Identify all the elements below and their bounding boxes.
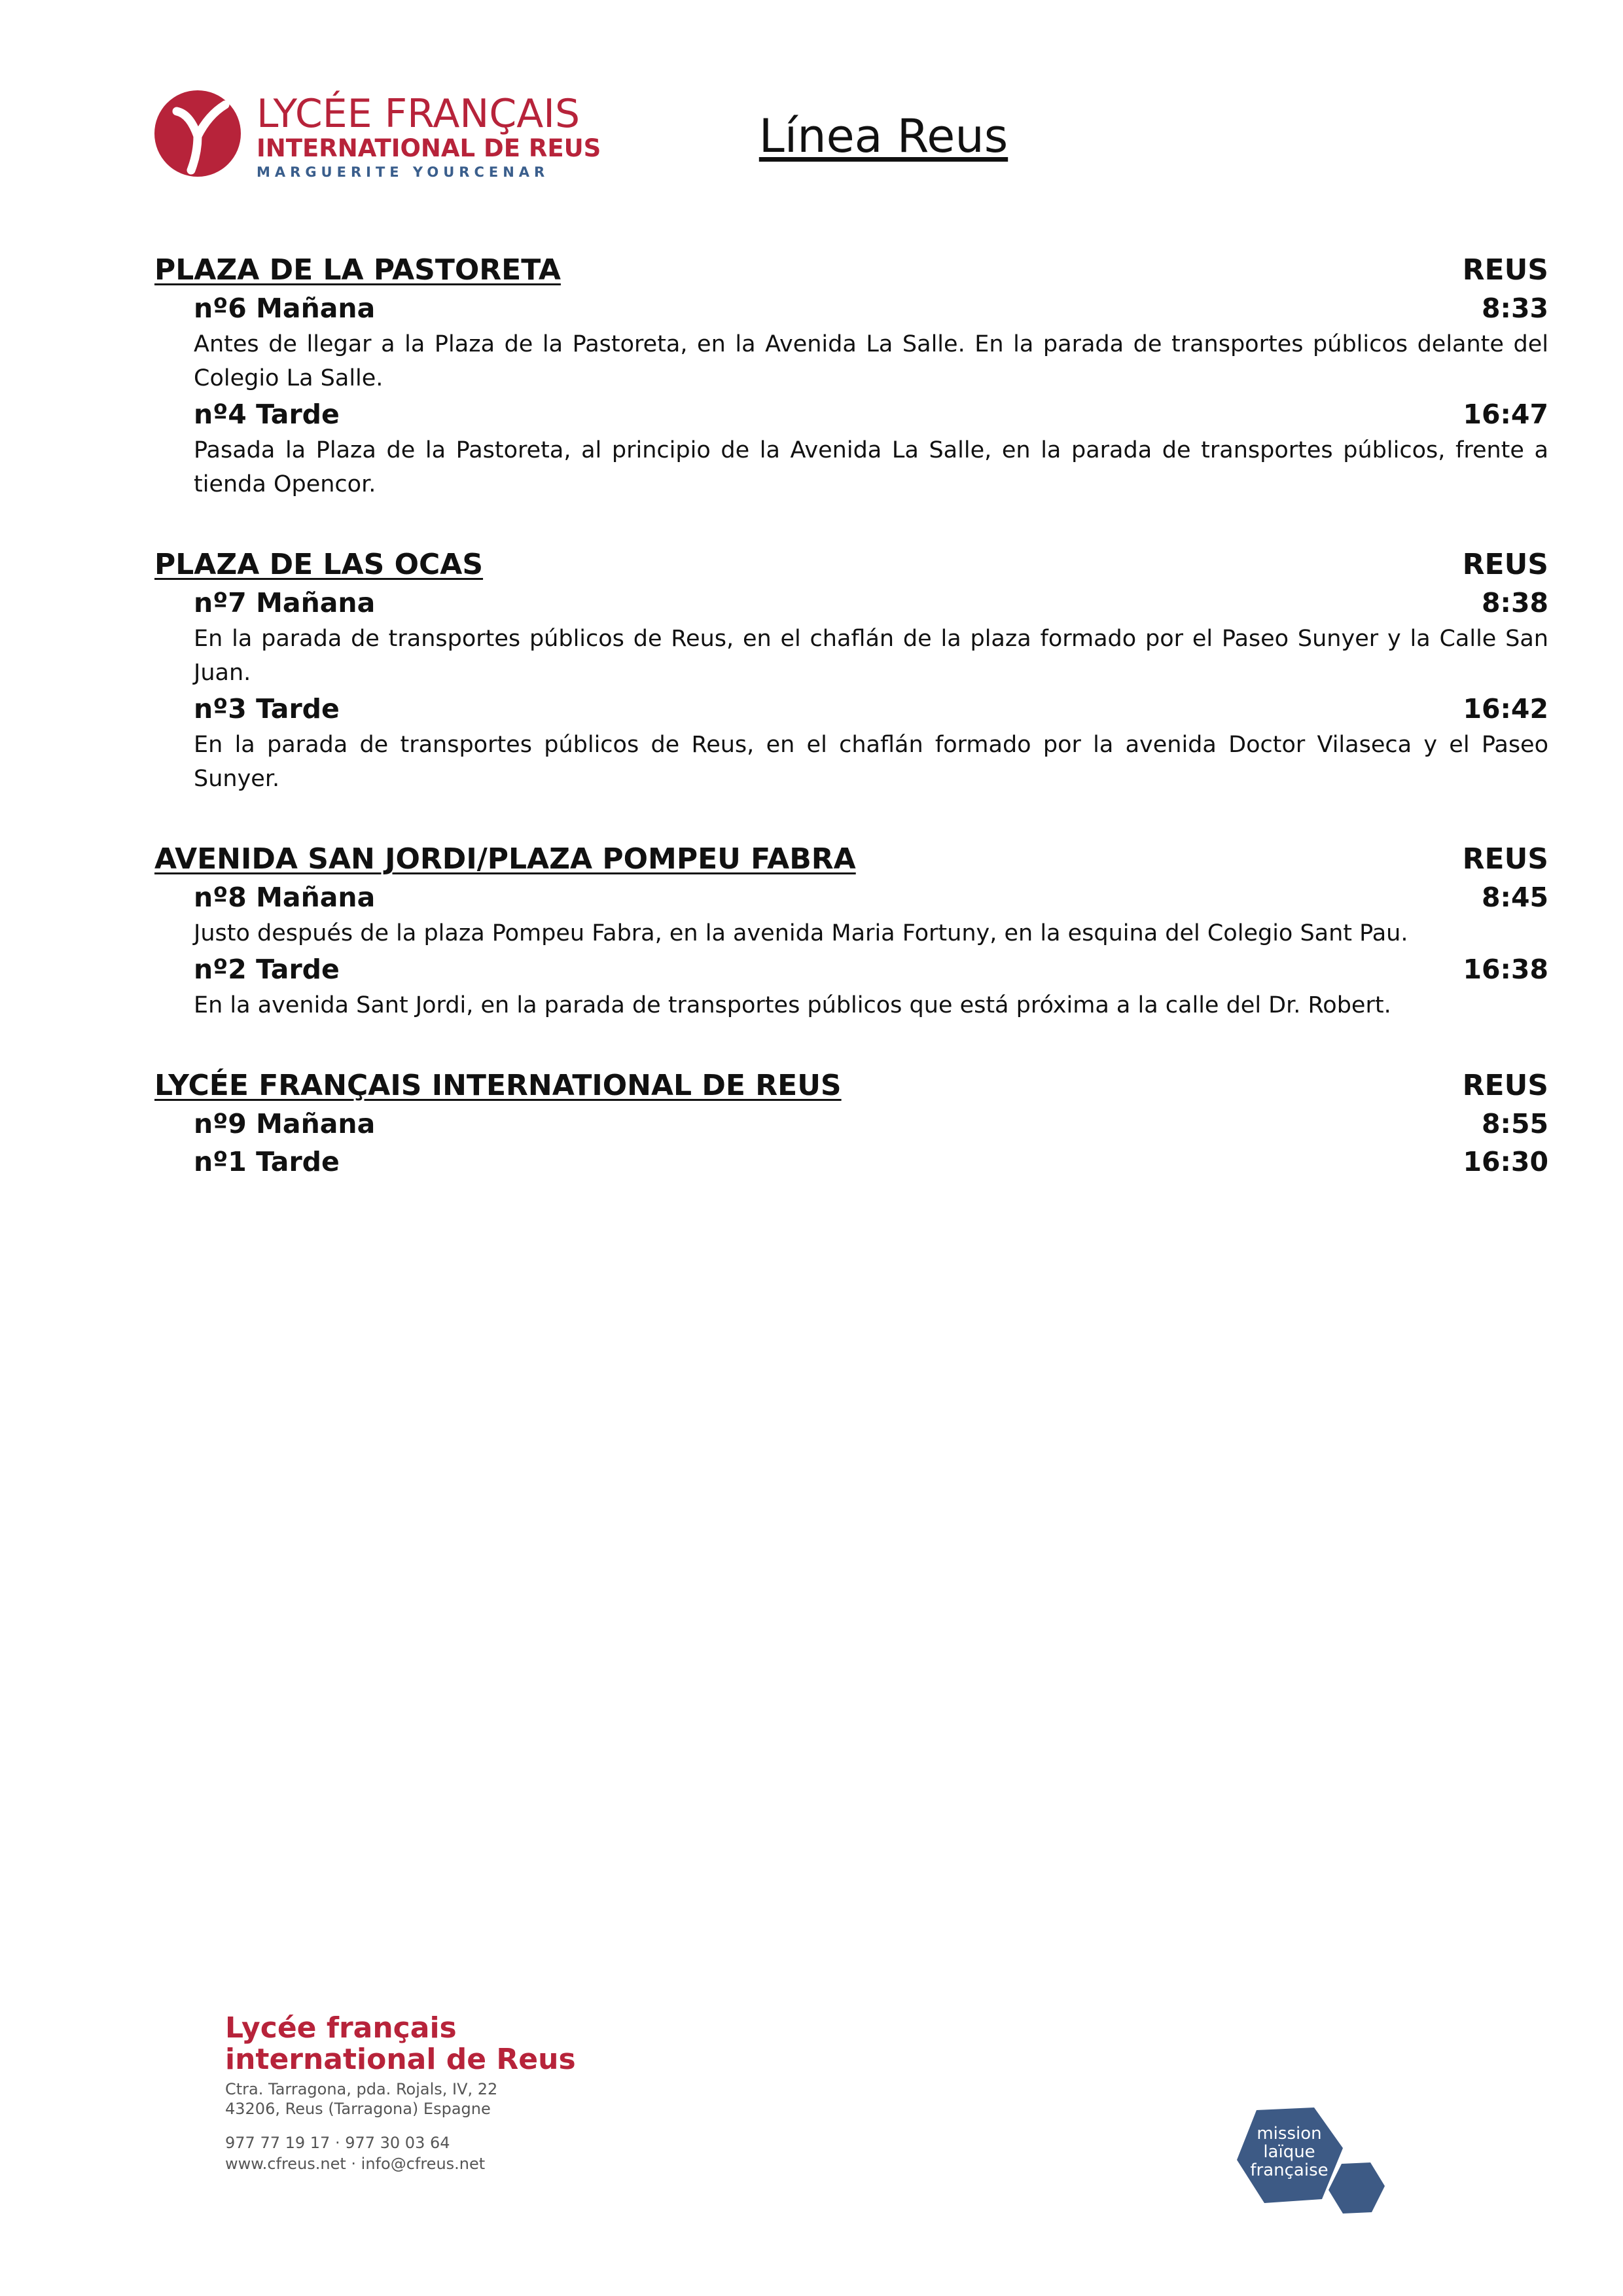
stop-block	[154, 1067, 1548, 1181]
footer-phones: 977 77 19 17 · 977 30 03 64	[225, 2134, 450, 2152]
run-description: En la parada de transportes públicos de Reus, en el chaflán de la plaza formado por el Paseo Sunyer y la Calle San Juan.	[194, 626, 1548, 686]
mlf-line-1: mission	[1257, 2124, 1322, 2144]
run-time: 16:42	[1463, 693, 1548, 725]
stop-header	[154, 546, 1548, 584]
run-row	[154, 950, 1548, 988]
stop-header	[154, 1067, 1548, 1105]
run-label: nº1 Tarde	[194, 1146, 340, 1177]
run-description: En la avenida Sant Jordi, en la parada de transportes públicos que está próxima a la calle del Dr. Robert.	[194, 992, 1391, 1018]
stop-name: PLAZA DE LAS OCAS	[154, 548, 484, 581]
footer-school-name: Lycée français	[225, 2011, 457, 2045]
run-row	[154, 395, 1548, 433]
run-time: 8:45	[1482, 882, 1548, 913]
stop-header	[154, 840, 1548, 878]
footer-web-email: www.cfreus.net · info@cfreus.net	[225, 2155, 486, 2173]
stop-header	[154, 251, 1548, 289]
run-description: Pasada la Plaza de la Pastoreta, al principio de la Avenida La Salle, en la parada de transportes públicos, frente a tienda Opencor.	[194, 437, 1548, 497]
footer-address-1: Ctra. Tarragona, pda. Rojals, IV, 22	[225, 2080, 498, 2098]
mlf-line-3: française	[1250, 2161, 1329, 2180]
mission-laique-logo	[1230, 2101, 1400, 2232]
run-time: 8:33	[1482, 293, 1548, 324]
footer-school-name-2: international de Reus	[225, 2043, 576, 2076]
page-title: Línea Reus	[758, 109, 1008, 163]
logo-line-3: MARGUERITE YOURCENAR	[257, 164, 550, 180]
run-time: 8:38	[1482, 587, 1548, 619]
footer-contact-block	[225, 2013, 592, 2174]
footer-address-2: 43206, Reus (Tarragona) Espagne	[225, 2100, 491, 2118]
run-label: nº7 Mañana	[194, 587, 376, 619]
run-row	[154, 1143, 1548, 1181]
run-label: nº2 Tarde	[194, 954, 340, 985]
run-row	[154, 1105, 1548, 1143]
stop-city: REUS	[1462, 1069, 1548, 1102]
school-logo	[152, 85, 601, 190]
run-label: nº4 Tarde	[194, 399, 340, 430]
logo-line-2: INTERNATIONAL DE REUS	[257, 134, 601, 162]
stop-city: REUS	[1462, 253, 1548, 287]
run-row	[154, 584, 1548, 622]
run-label: nº9 Mañana	[194, 1108, 376, 1139]
run-time: 16:38	[1463, 954, 1548, 985]
run-row	[154, 289, 1548, 327]
mlf-line-2: laïque	[1263, 2142, 1315, 2162]
run-label: nº6 Mañana	[194, 293, 376, 324]
run-time: 16:30	[1463, 1146, 1548, 1177]
stops-list	[154, 251, 1548, 1225]
stop-block	[154, 251, 1548, 501]
stop-name: LYCÉE FRANÇAIS INTERNATIONAL DE REUS	[154, 1069, 842, 1102]
run-time: 8:55	[1482, 1108, 1548, 1139]
run-label: nº8 Mañana	[194, 882, 376, 913]
run-time: 16:47	[1463, 399, 1548, 430]
logo-line-1: LYCÉE FRANÇAIS	[257, 91, 580, 137]
run-description: Justo después de la plaza Pompeu Fabra, en la avenida Maria Fortuny, en la esquina del Colegio Sant Pau.	[194, 920, 1408, 946]
stop-city: REUS	[1462, 548, 1548, 581]
run-description: En la parada de transportes públicos de Reus, en el chaflán formado por la avenida Doctor Vilaseca y el Paseo Sunyer.	[194, 732, 1548, 792]
stop-block	[154, 840, 1548, 1022]
stop-city: REUS	[1462, 842, 1548, 876]
stop-name: PLAZA DE LA PASTORETA	[154, 253, 561, 287]
run-description: Antes de llegar a la Plaza de la Pastoreta, en la Avenida La Salle. En la parada de transportes públicos delante del Colegio La Salle.	[194, 331, 1548, 391]
run-label: nº3 Tarde	[194, 693, 340, 725]
run-row	[154, 690, 1548, 728]
stop-name: AVENIDA SAN JORDI/PLAZA POMPEU FABRA	[154, 842, 856, 876]
stop-block	[154, 546, 1548, 796]
run-row	[154, 878, 1548, 916]
school-logo-emblem-icon	[152, 85, 250, 183]
